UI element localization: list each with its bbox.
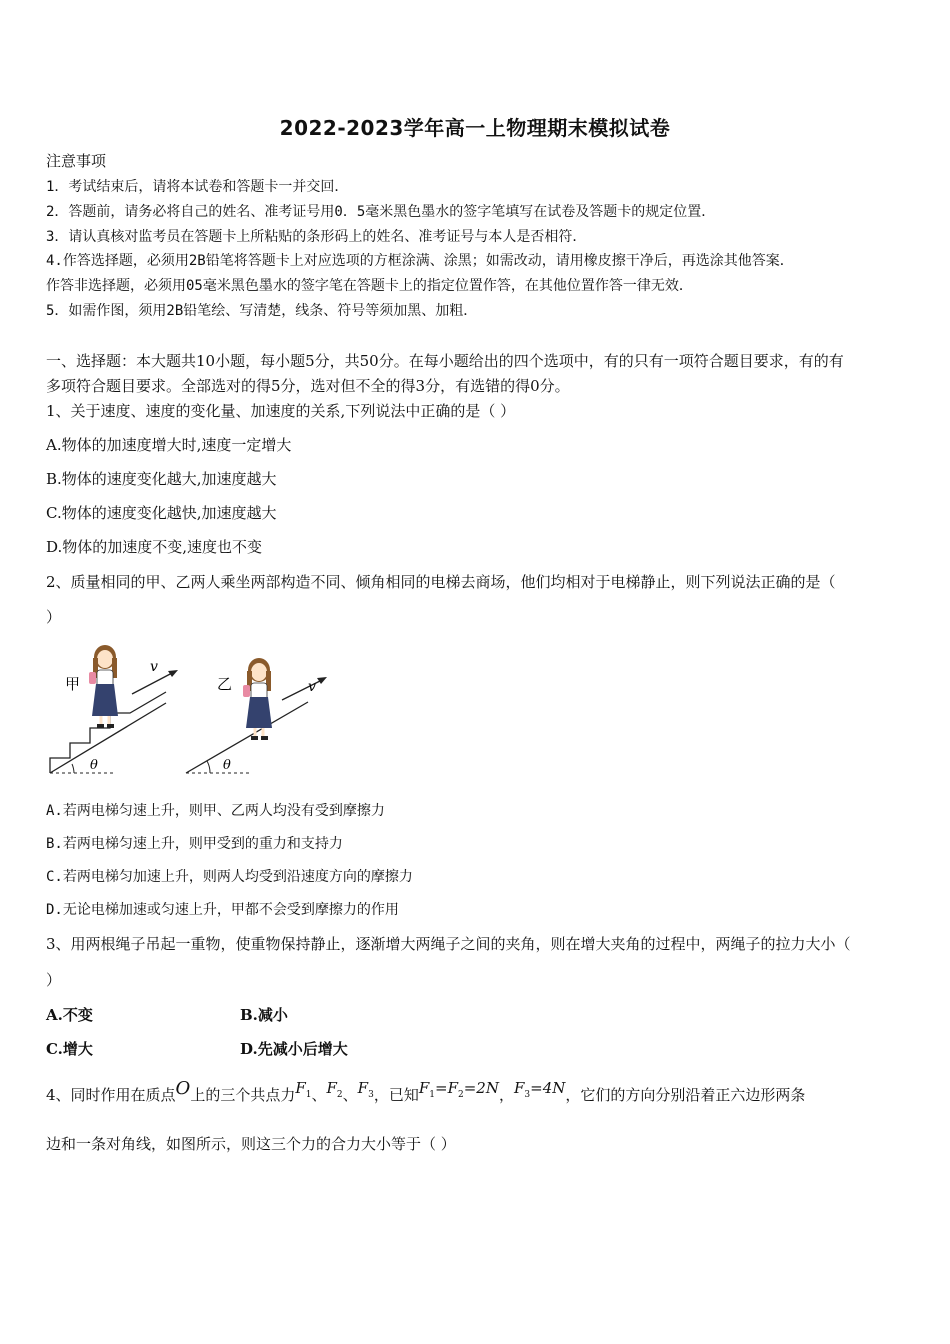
stair-angle-arc (72, 764, 74, 773)
ramp-angle-arc (207, 761, 210, 773)
q3-option-c: C.增大 (46, 1040, 93, 1058)
q1-option-c: C.物体的速度变化越快,加速度越大 (46, 504, 277, 522)
ramp-elevator-diagram (186, 658, 327, 773)
ramp-velocity-arrow (282, 680, 322, 700)
stair-velocity-arrow (132, 672, 174, 694)
q1-option-a: A.物体的加速度增大时,速度一定增大 (46, 436, 292, 454)
section-instructions-line1: 一、选择题：本大题共10小题，每小题5分，共50分。在每小题给出的四个选项中，有的只有一项符合题目要求，有的有 (46, 352, 844, 370)
ramp-incline (186, 702, 308, 773)
q4-equation-2: $F_3=4N$ (513, 1079, 566, 1100)
notice-item-1: 1．考试结束后，请将本试卷和答题卡一并交回． (46, 179, 349, 195)
q4-f3: $F_3$ (357, 1079, 374, 1100)
label-yi: 乙 (217, 675, 233, 693)
notice-item-4: 4.作答选择题，必须用2B铅笔将答题卡上对应选项的方框涂满、涂黑；如需改动，请用橡皮擦干净后，再选涂其他答案． (46, 253, 794, 269)
q3-option-d: D.先减小后增大 (240, 1040, 348, 1058)
q2-option-d: D.无论电梯加速或匀速上升，甲都不会受到摩擦力的作用 (46, 902, 399, 918)
q4-sep-1: 、 (311, 1086, 327, 1104)
q1-option-d: D.物体的加速度不变,速度也不变 (46, 538, 263, 556)
q4-equation-1: $F_1=F_2=2N$ (418, 1079, 499, 1100)
notice-item-5: 5．如需作图，须用2B铅笔绘、写清楚，线条、符号等须加黑、加粗． (46, 303, 478, 319)
label-jia: 甲 (65, 675, 81, 693)
q4-text-1: 4、同时作用在质点 (46, 1086, 176, 1104)
ramp-theta: θ (223, 758, 231, 773)
q2-stem-line2: ） (46, 608, 62, 626)
q3-stem-line1: 3、用两根绳子吊起一重物，使重物保持静止，逐渐增大两绳子之间的夹角，则在增大夹角的过程中，两绳子的拉力大小（ (46, 935, 851, 953)
q4-text-2: 上的三个共点力 (190, 1086, 296, 1104)
ramp-arrow-head (317, 677, 327, 684)
q4-comma: ， (498, 1086, 514, 1104)
stair-theta: θ (90, 758, 98, 773)
q4-f2: $F_2$ (326, 1079, 343, 1100)
q3-option-b: B.减小 (240, 1006, 288, 1024)
notice-item-3: 3．请认真核对监考员在答题卡上所粘贴的条形码上的姓名、准考证号与本人是否相符． (46, 229, 587, 245)
section-instructions-line2: 多项符合题目要求。全部选对的得5分，选对但不全的得3分，有选错的得0分。 (46, 377, 570, 395)
notice-item-4-continued: 作答非选择题，必须用05毫米黑色墨水的签字笔在答题卡上的指定位置作答，在其他位置作答一律无效． (46, 278, 693, 294)
notice-heading: 注意事项 (46, 152, 107, 170)
q3-stem-line2: ） (46, 971, 62, 989)
q4-text-4: ，它们的方向分别沿着正六边形两条 (565, 1086, 806, 1104)
stair-v: v (150, 659, 158, 675)
q3-option-a: A.不变 (46, 1006, 93, 1024)
stair-elevator-diagram (50, 645, 178, 773)
q1-option-b: B.物体的速度变化越大,加速度越大 (46, 470, 277, 488)
page-title: 2022-2023学年高一上物理期末模拟试卷 (279, 116, 671, 140)
stair-arrow-head (168, 670, 178, 677)
q1-stem: 1、关于速度、速度的变化量、加速度的关系,下列说法中正确的是（ ） (46, 402, 516, 420)
q2-option-a: A.若两电梯匀速上升，则甲、乙两人均没有受到摩擦力 (46, 803, 385, 819)
q4-stem-line1 (46, 1078, 806, 1112)
q4-f1: $F_1$ (295, 1079, 312, 1100)
elevator-figure (46, 640, 346, 780)
q2-stem-line1: 2、质量相同的甲、乙两人乘坐两部构造不同、倾角相同的电梯去商场，他们均相对于电梯静止，则下列说法正确的是（ (46, 573, 836, 591)
q4-point-o: O (175, 1078, 191, 1099)
girl-yi-icon (243, 658, 272, 740)
ramp-v: v (308, 679, 316, 695)
girl-jia-icon (89, 645, 118, 728)
q4-stem-line2: 边和一条对角线，如图所示，则这三个力的合力大小等于（ ） (46, 1135, 456, 1153)
q2-option-b: B.若两电梯匀速上升，则甲受到的重力和支持力 (46, 836, 343, 852)
q4-text-3: ，已知 (373, 1086, 419, 1104)
q4-sep-2: 、 (342, 1086, 358, 1104)
q2-option-c: C.若两电梯匀加速上升，则两人均受到沿速度方向的摩擦力 (46, 869, 413, 885)
notice-item-2: 2．答题前，请务必将自己的姓名、准考证号用0．5毫米黑色墨水的签字笔填写在试卷及答题卡的规定位置． (46, 204, 716, 220)
